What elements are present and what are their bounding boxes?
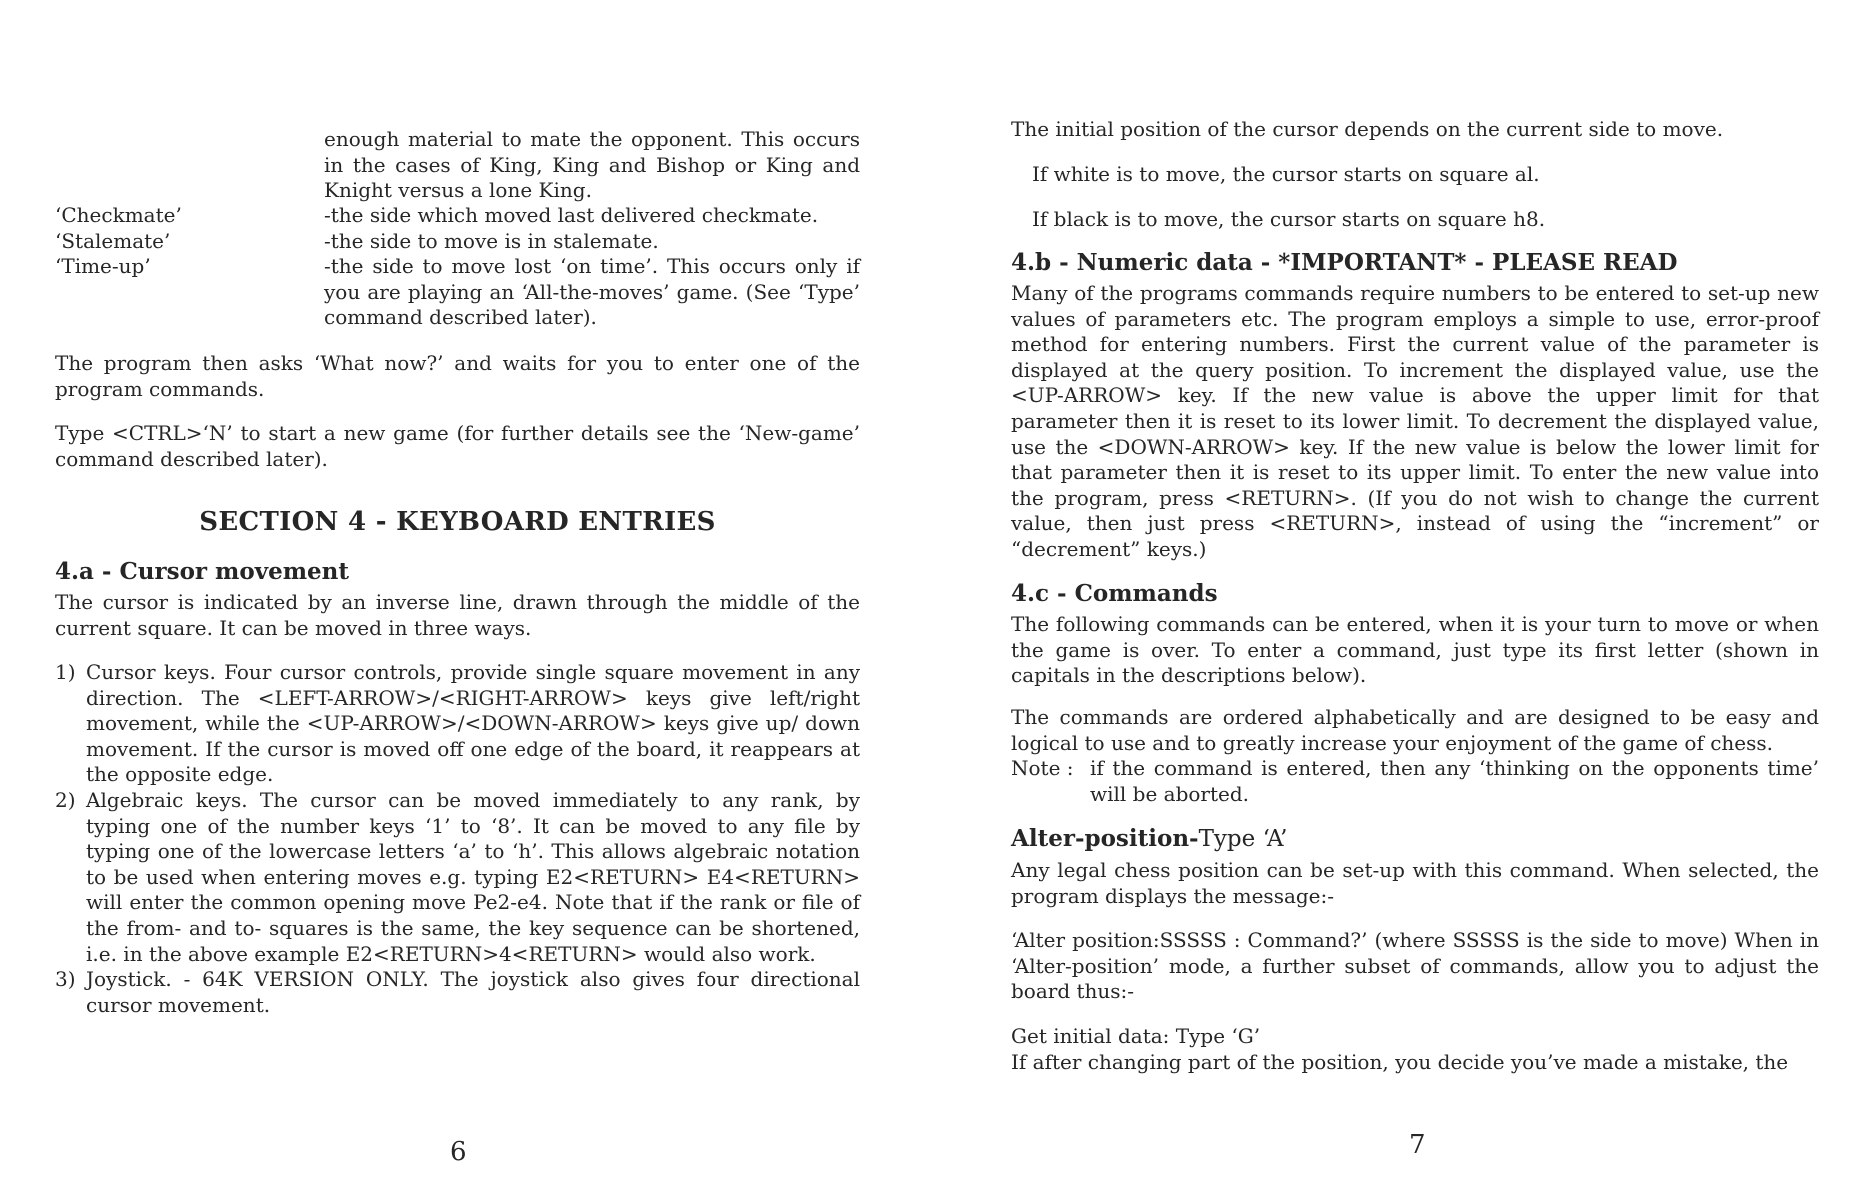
page-number: 7 xyxy=(1409,1130,1426,1160)
subsection-heading-4a: 4.a - Cursor movement xyxy=(55,558,350,585)
paragraph-initial-position: The initial position of the cursor depends on the current side to move. xyxy=(1011,117,1724,141)
list-item xyxy=(55,660,860,788)
list-item xyxy=(55,788,860,967)
list-item-text: Joystick. - 64K VERSION ONLY. The joystick also gives four directional cursor movement. xyxy=(86,967,860,1017)
subsection-4c-body-1: The following commands can be entered, when it is your turn to move or when the game is over. To enter a command, just type its first letter (shown in capitals in the descriptions below). xyxy=(1011,612,1819,688)
subsection-4b-body: Many of the programs commands require numbers to be entered to set-up new values of parameters etc. The program employs a simple to use, error-proof method for entering numbers. First the current value of the parameter is displayed at the query position. To increment the displayed value, use the <UP-ARROW> key. If the new value is above the upper limit for that parameter then it is reset to its lower limit. To decrement the displayed value, use the <DOWN-ARROW> key. If the new value is below the lower limit for that parameter then it is reset to its upper limit. To enter the new value into the program, press <RETURN>. (If you do not wish to change the current value, then just press <RETURN>, instead of using the “increment” or “decrement” keys.) xyxy=(1011,281,1819,561)
page-number: 6 xyxy=(450,1137,467,1167)
result-term: ‘Time-up’ xyxy=(55,254,151,278)
right-page xyxy=(930,0,1861,1200)
get-initial-body: If after changing part of the position, you decide you’ve made a mistake, the xyxy=(1011,1050,1789,1074)
result-row-checkmate xyxy=(55,203,860,229)
paragraph-black-to-move: If black is to move, the cursor starts on square h8. xyxy=(1032,207,1546,231)
alter-position-body-2: ‘Alter position:SSSSS : Command?’ (where SSSSS is the side to move) When in ‘Alter-position’ mode, a further subset of commands, allow you to adjust the board thus:- xyxy=(1011,928,1819,1004)
note-text: if the command is entered, then any ‘thinking on the opponents time’ will be aborted. xyxy=(1090,756,1819,806)
subsection-4c-body-2: The commands are ordered alphabetically and are designed to be easy and logical to use and to greatly increase your enjoyment of the game of chess. xyxy=(1011,705,1819,755)
left-page xyxy=(0,0,930,1200)
result-desc: -the side to move is in stalemate. xyxy=(324,229,659,253)
result-term: ‘Checkmate’ xyxy=(55,203,182,227)
result-desc: -the side to move lost ‘on time’. This occurs only if you are playing an ‘All-the-moves’ game. (See ‘Type’ command described later). xyxy=(324,254,860,330)
result-term: ‘Stalemate’ xyxy=(55,229,171,253)
alter-position-heading-type: Type ‘A’ xyxy=(1198,826,1288,852)
paragraph-type-ctrl-n: Type <CTRL>‘N’ to start a new game (for further details see the ‘New-game’ command described later). xyxy=(55,421,860,471)
list-item-text: Algebraic keys. The cursor can be moved immediately to any rank, by typing one of the number keys ‘1’ to ‘8’. It can be moved to any file by typing one of the lowercase letters ‘a’ to ‘h’. This allows algebraic notation to be used when entering moves e.g. typing E2<RETURN> E4<RETURN> will enter the common opening move Pe2-e4. Note that if the rank or file of the from- and to- squares is the same, the key sequence can be shortened, i.e. in the above example E2<RETURN>4<RETURN> would also work. xyxy=(86,787,860,966)
list-item-text: Cursor keys. Four cursor controls, provide single square movement in any direction. The <LEFT-ARROW>/<RIGHT-ARROW> keys give left/right movement, while the <UP-ARROW>/<DOWN-ARROW> keys give up/ down movement. If the cursor is moved off one edge of the board, it reappears at the opposite edge. xyxy=(86,660,860,787)
subsection-heading-4c: 4.c - Commands xyxy=(1011,580,1218,607)
alter-position-body-1: Any legal chess position can be set-up with this command. When selected, the program displays the message:- xyxy=(1011,858,1819,908)
note xyxy=(1011,756,1819,807)
list-item-number: 3) xyxy=(55,967,76,992)
section-title: SECTION 4 - KEYBOARD ENTRIES xyxy=(199,507,716,537)
result-row-stalemate xyxy=(55,229,860,255)
subsection-heading-4b: 4.b - Numeric data - *IMPORTANT* - PLEASE READ xyxy=(1011,249,1678,276)
continuation-text: enough material to mate the opponent. This occurs in the cases of King, King and Bishop or King and Knight versus a lone King. xyxy=(324,127,860,203)
cursor-methods-list xyxy=(55,660,860,1018)
get-initial-heading: Get initial data: Type ‘G’ xyxy=(1011,1024,1261,1048)
paragraph-white-to-move: If white is to move, the cursor starts on square al. xyxy=(1032,162,1540,186)
result-desc: -the side which moved last delivered checkmate. xyxy=(324,203,819,227)
alter-position-heading-bold: Alter-position- xyxy=(1011,825,1199,852)
paragraph-what-now: The program then asks ‘What now?’ and waits for you to enter one of the program commands. xyxy=(55,351,860,401)
list-item-number: 1) xyxy=(55,660,76,684)
result-row-time-up xyxy=(55,254,860,334)
note-label: Note : xyxy=(1011,756,1074,780)
subsection-4a-intro: The cursor is indicated by an inverse line, drawn through the middle of the current square. It can be moved in three ways. xyxy=(55,590,860,640)
list-item xyxy=(55,967,860,1018)
alter-position-heading xyxy=(1011,825,1819,852)
list-item-number: 2) xyxy=(55,787,76,812)
